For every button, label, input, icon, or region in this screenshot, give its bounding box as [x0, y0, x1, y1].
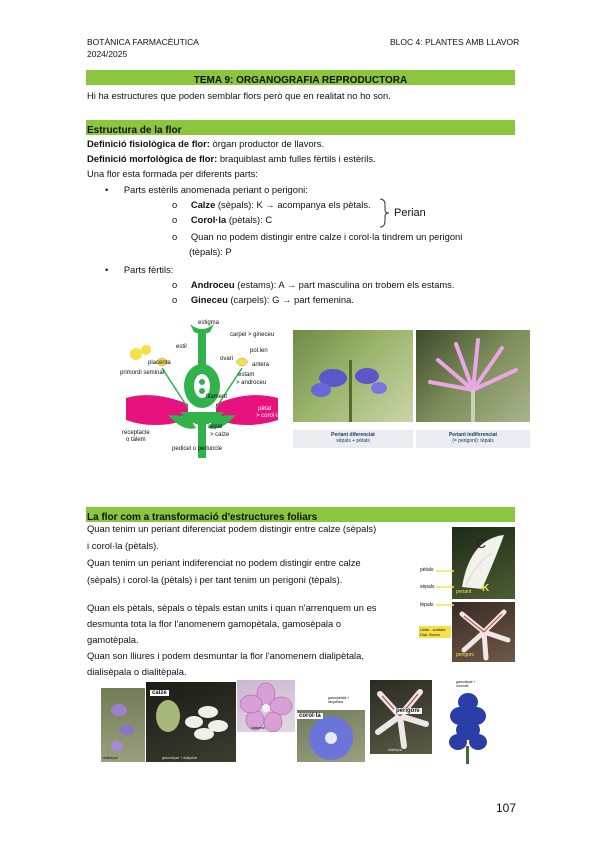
bullet-sterile — [105, 182, 308, 197]
campanula-drawing — [101, 688, 145, 762]
label-ovari: ovari — [220, 356, 234, 362]
strip-label-perigoni: perigoni — [396, 708, 420, 714]
caption-left-subtitle: sèpals + pètals — [336, 438, 370, 444]
strip-photo-6 — [438, 680, 498, 764]
sub-bullet: o — [172, 214, 178, 225]
photo-periant-diferenciat — [293, 330, 413, 422]
label-k: K — [482, 583, 490, 594]
union-legend — [419, 626, 451, 638]
def1-label: Definició fisiològica de flor: — [87, 138, 210, 149]
perianth-bracket-label: Perian — [394, 207, 426, 219]
def1-text: òrgan productor de llavors. — [209, 138, 325, 149]
strip-label-2: gamosèpal + dialipètal — [162, 756, 197, 760]
definition-morphological — [87, 151, 376, 166]
bullet-dot: • — [105, 264, 109, 275]
strip-label-4: gamopètala + simpètala — [328, 696, 350, 704]
label-pollen: pol.len — [250, 348, 268, 354]
label-pedicel: pedicel o peduncle — [172, 446, 223, 452]
label-petals: pètals — [420, 567, 434, 573]
section2-p3-line3: gamotèpala. — [87, 634, 139, 645]
section2-title: La flor com a transformació d'estructures foliars — [87, 512, 318, 523]
caption-right-title: Periant indiferenciat — [448, 432, 498, 438]
sub-bullet: o — [172, 199, 178, 210]
photo-periant-indiferenciat — [416, 330, 530, 422]
label-carpel: carpel > gineceu — [230, 332, 275, 338]
pointer-arrows — [436, 566, 456, 608]
strip-label-5: dialitèpal — [388, 748, 402, 752]
intro-text: Hi ha estructures que poden semblar flors però que en realitat no ho son. — [87, 90, 391, 101]
header-block: BLOC 4: PLANTES AMB LLAVOR — [390, 37, 520, 47]
topic-title: TEMA 9: ORGANOGRAFIA REPRODUCTORA — [193, 75, 408, 86]
label-corolla: > corol·la — [256, 413, 281, 419]
bullet-dot: • — [105, 184, 109, 195]
calze-text: (sèpals): K → acompanya els pètals. — [215, 199, 371, 210]
label-filament: filament — [206, 394, 228, 400]
item-calze — [172, 197, 371, 212]
strip-label-6: gamotèpal + urceolat — [456, 680, 476, 688]
page-number: 107 — [496, 801, 517, 815]
label-sepals: sèpals — [420, 584, 435, 590]
perianth-bracket — [378, 198, 390, 228]
def2-label: Definició morfològica de flor: — [87, 153, 218, 164]
caption-periant-indiferenciat — [416, 430, 530, 448]
bullet-fertile — [105, 262, 173, 277]
legend-free: Dial- lliures — [420, 632, 440, 637]
section2-p2-line1: Quan tenim un periant indiferenciat no podem distingir entre calze — [87, 557, 361, 568]
label-primordi: primordi seminal — [120, 370, 165, 376]
label-periant: periant — [456, 589, 472, 595]
label-perigoni-photo: perigoni — [456, 652, 474, 658]
section2-p2-line2: (sèpals) i corol·la (pètals) i per tant tenim un perigoni (tèpals). — [87, 574, 343, 585]
muscari-drawing — [438, 686, 498, 764]
fertile-text: Parts fèrtils: — [123, 264, 174, 275]
sterile-text: Parts estèrils anomenada periant o perigoni: — [123, 184, 308, 195]
item-perigoni — [172, 229, 462, 244]
gineceu-label: Gineceu — [190, 294, 228, 305]
section1-title: Estructura de la flor — [87, 125, 182, 136]
flower-diagram — [118, 320, 286, 460]
gineceu-text: (carpels): G → part femenina. — [227, 294, 354, 305]
corola-label: Corol·la — [190, 214, 227, 225]
corola-text: (pètals): C — [226, 214, 273, 225]
label-androceu: > androceu — [236, 380, 267, 386]
flower-purple-drawing — [293, 330, 413, 422]
strip-label-corolla: corol·la — [299, 713, 321, 719]
strip-photo-1 — [101, 688, 145, 762]
strip-photo-4 — [297, 710, 365, 762]
photo-lily-perigoni — [452, 602, 515, 662]
label-tepals: tèpals — [420, 602, 434, 608]
header-year: 2024/2025 — [87, 49, 128, 59]
label-placenta: placenta — [148, 360, 171, 366]
label-estil: estil — [176, 344, 187, 350]
perigoni-text-1: Quan no podem distingir entre calze i corol·la tindrem un perigoni — [190, 231, 463, 242]
label-talem: o tàlem — [126, 437, 146, 443]
strip-label-calze: calze — [152, 690, 167, 696]
caption-right-subtitle: (= perigoni): tèpals — [452, 438, 494, 444]
sub-bullet: o — [172, 294, 178, 305]
parts-intro: Una flor esta formada per diferents parts: — [87, 168, 258, 179]
section2-title-bar — [86, 507, 515, 522]
item-gineceu — [172, 292, 354, 307]
label-receptacle: receptacle — [122, 430, 150, 436]
strip-photo-2 — [146, 682, 236, 762]
definition-physiological — [87, 136, 324, 151]
perigoni-text-2: (tèpals): P — [189, 246, 232, 257]
section2-p3-line1: Quan els pètals, sèpals o tèpals estan units i quan n'arrenquem un es — [87, 602, 377, 613]
caption-periant-diferenciat — [293, 430, 413, 448]
flower-pink-drawing — [416, 330, 530, 422]
def2-text: braquiblast amb fulles fèrtils i estèrils. — [217, 153, 376, 164]
legend-units: Units - soldats — [420, 627, 446, 632]
strip-label-3: dialipètal — [251, 726, 265, 730]
section2-p1-line2: i corol·la (pètals). — [87, 540, 159, 551]
label-sepal: sèpal — [208, 424, 223, 430]
section2-p3-line2: desmunta tota la flor l'anomenem gamopètala, gamosèpala o — [87, 618, 342, 629]
androceu-label: Androceu — [190, 279, 235, 290]
caption-left-title: Periant diferenciat — [331, 432, 375, 438]
label-estigma: estigma — [198, 320, 220, 326]
label-petal: pètal — [258, 406, 272, 412]
section2-p1-line1: Quan tenim un periant diferenciat podem distingir entre calze (sèpals) — [87, 523, 377, 534]
section2-p4-line1: Quan son lliures i podem desmuntar la flor l'anomenem dialipètala, — [87, 650, 364, 661]
malva-drawing — [237, 680, 295, 732]
calze-label: Calze — [190, 199, 216, 210]
sub-bullet: o — [172, 231, 178, 242]
strip-photo-3 — [237, 680, 295, 732]
lily-strip-drawing — [370, 680, 432, 754]
section1-title-bar — [86, 120, 515, 135]
strip-photo-5 — [370, 680, 432, 754]
label-c: C — [476, 535, 487, 551]
label-antera: antera — [252, 362, 270, 368]
section2-p4-line2: dialisèpala o dialitèpala. — [87, 666, 187, 677]
item-corola — [172, 212, 272, 227]
item-androceu — [172, 277, 454, 292]
header-subject: BOTÀNICA FARMACÈUTICA — [87, 37, 199, 47]
photo-calla-white — [452, 527, 515, 599]
label-estam: estam — [238, 372, 255, 378]
strip-label-1: dialisèpal — [103, 756, 118, 760]
label-calze: > calze — [210, 432, 230, 438]
sub-bullet: o — [172, 279, 178, 290]
androceu-text: (estams): A → part masculina on trobem els estams. — [234, 279, 455, 290]
topic-title-bar — [86, 70, 515, 85]
